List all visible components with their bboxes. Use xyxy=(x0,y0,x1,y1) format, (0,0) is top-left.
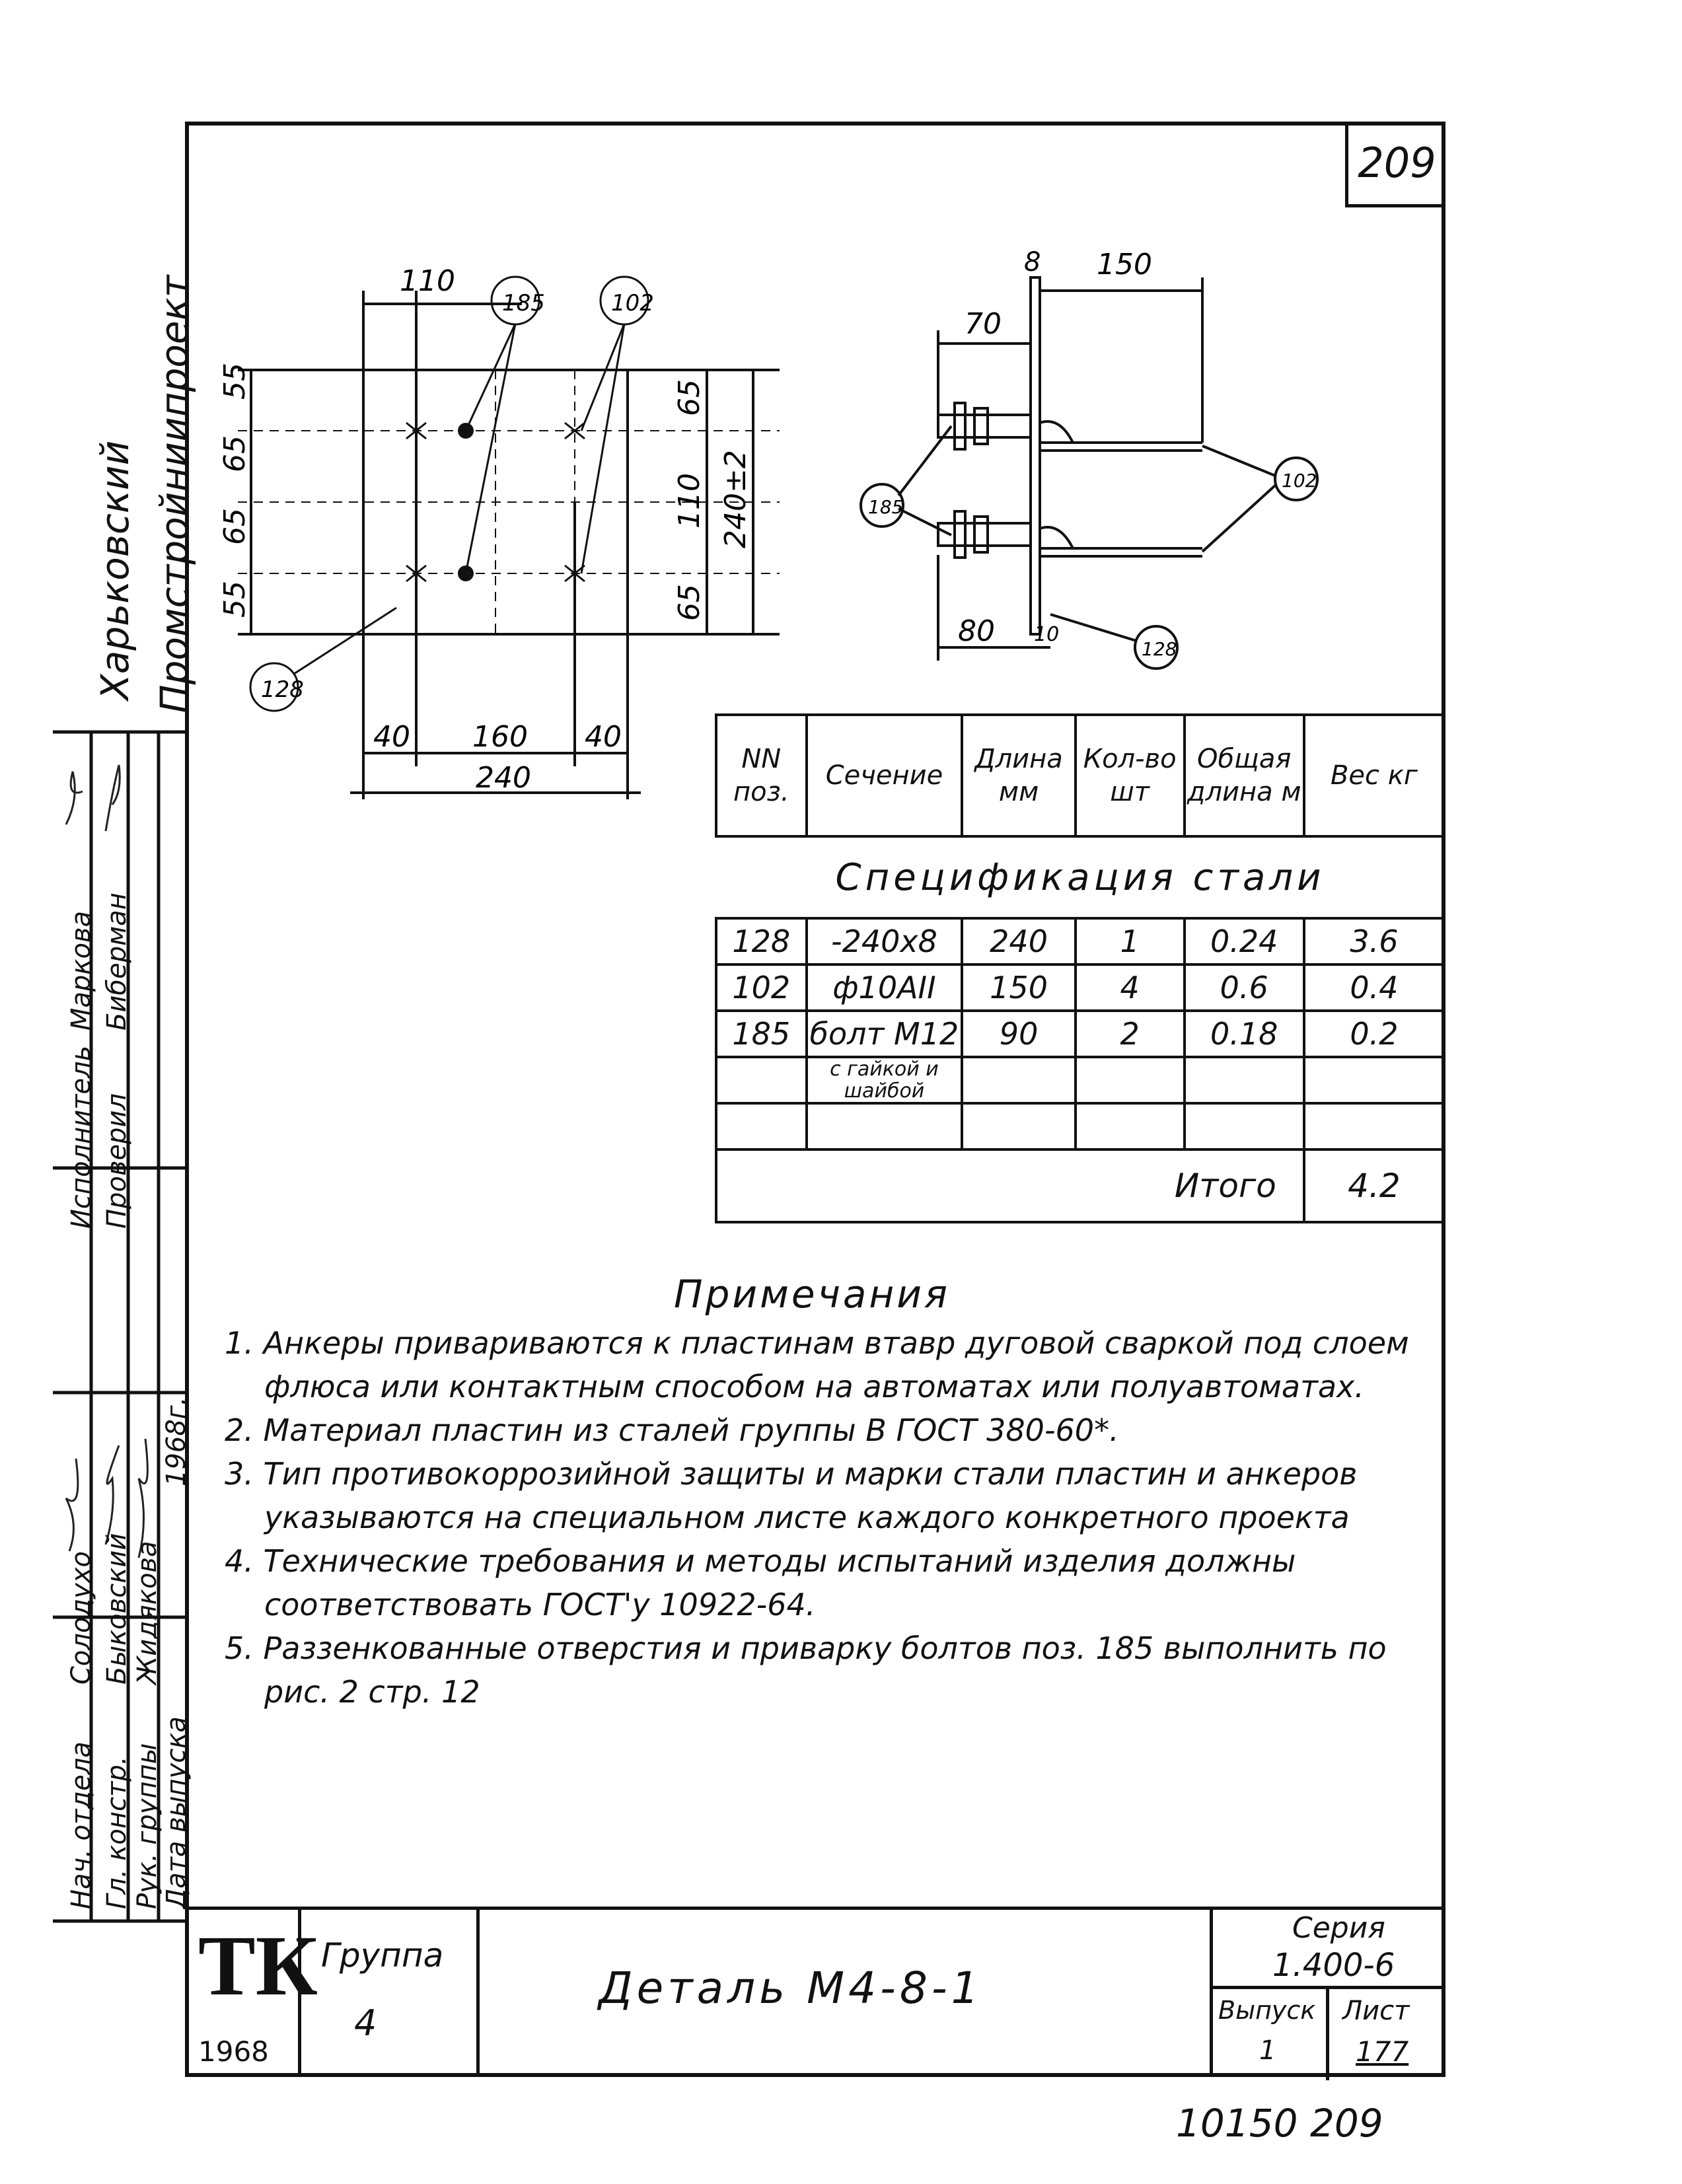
cell-total-length xyxy=(1185,1057,1304,1103)
logo: ТК xyxy=(198,1918,318,2014)
table-row xyxy=(716,918,1444,965)
group-value: 4 xyxy=(354,2002,377,2044)
callout-128: 128 xyxy=(261,676,304,703)
spec-title: Спецификация стали xyxy=(716,836,1444,918)
series-label: Серия xyxy=(1292,1911,1385,1945)
side-callout-185: 185 xyxy=(868,496,904,518)
cell-qty: 1 xyxy=(1076,918,1185,965)
cell-total-length: 0.6 xyxy=(1185,965,1304,1011)
cell-weight xyxy=(1304,1057,1444,1103)
sheet-label: Лист xyxy=(1342,1996,1410,2026)
footer-code: 10150 209 xyxy=(1176,2101,1383,2146)
name-zhidyakova: Жидякова xyxy=(132,1541,163,1685)
note-item: 5. Раззенкованные отверстия и приварку болтов поз. 185 выполнить по рис. 2 стр. 12 xyxy=(225,1630,1387,1710)
dim-right-3: 65 xyxy=(673,584,706,621)
name-markova: Маркова xyxy=(66,910,96,1031)
cell-total-length: 0.18 xyxy=(1185,1011,1304,1057)
cell-weight xyxy=(1304,1103,1444,1149)
table-row xyxy=(716,1011,1444,1057)
cell-weight: 3.6 xyxy=(1304,918,1444,965)
cell-section: -240x8 xyxy=(807,918,963,965)
issue-cell xyxy=(1213,1989,1329,2080)
page-number: 209 xyxy=(1345,122,1445,207)
logo-year: 1968 xyxy=(198,2035,269,2068)
dim-left-1: 55 xyxy=(218,363,252,400)
col-total-length: Общая длина м xyxy=(1185,715,1304,836)
cell-pos xyxy=(716,1057,807,1103)
sheet-cell xyxy=(1329,1989,1445,2080)
cell-total-length xyxy=(1185,1103,1304,1149)
dim-left-3: 65 xyxy=(218,508,252,545)
table-row xyxy=(716,965,1444,1011)
cell-length xyxy=(962,1103,1075,1149)
dim-right-2: 110 xyxy=(673,473,706,528)
sheet-value: 177 xyxy=(1356,2035,1409,2068)
release-date: 1968г. xyxy=(161,1397,192,1486)
note-item: 2. Материал пластин из сталей группы В ГОСТ 380-60*. xyxy=(225,1412,1119,1448)
dim-total-right: 240±2 xyxy=(719,450,752,548)
detail-title: Деталь М4-8-1 xyxy=(599,1963,983,2014)
dim-total-bottom: 240 xyxy=(476,761,531,795)
dim-bottom-2: 160 xyxy=(472,720,528,754)
logo-cell xyxy=(185,1910,318,2077)
title-block xyxy=(185,1907,1445,2077)
cell-pos xyxy=(716,1103,807,1149)
col-weight: Вес кг xyxy=(1304,715,1444,836)
side-callout-128: 128 xyxy=(1142,638,1177,660)
cell-length: 90 xyxy=(962,1011,1075,1057)
role-chief: Гл. констр. xyxy=(102,1756,132,1909)
note-item: 4. Технические требования и методы испытаний изделия должны соответствовать ГОСТ'у 10922-64. xyxy=(225,1543,1296,1622)
cell-length: 150 xyxy=(962,965,1075,1011)
callout-185: 185 xyxy=(502,290,545,316)
table-row xyxy=(716,1057,1444,1103)
issue-label: Выпуск xyxy=(1218,1996,1316,2025)
dim-bolt-70: 70 xyxy=(965,307,1002,341)
name-bykovsky: Быковский xyxy=(102,1533,132,1685)
dim-top-110: 110 xyxy=(400,264,455,298)
cell-qty: 2 xyxy=(1076,1011,1185,1057)
role-head: Нач. отдела xyxy=(66,1741,96,1909)
cell-length: 240 xyxy=(962,918,1075,965)
cell-weight: 0.4 xyxy=(1304,965,1444,1011)
role-release-date: Дата выпуска xyxy=(161,1716,192,1909)
note-item: 1. Анкеры привариваются к пластинам втавр дуговой сваркой под слоем флюса или контактным способом на автоматах или полуавтоматах. xyxy=(225,1325,1409,1404)
cell-length xyxy=(962,1057,1075,1103)
spec-header-row xyxy=(716,715,1444,836)
dim-bottom-80: 80 xyxy=(958,614,995,648)
dim-bottom-3: 40 xyxy=(585,720,622,754)
org-line1: Харьковский xyxy=(92,440,137,700)
issue-value: 1 xyxy=(1259,2035,1276,2066)
spec-table xyxy=(715,713,1445,1223)
col-pos: NN поз. xyxy=(716,715,807,836)
series-cell xyxy=(1213,1910,1445,1989)
notes-title: Примечания xyxy=(674,1272,950,1317)
plate-section xyxy=(1031,277,1040,634)
cell-qty xyxy=(1076,1057,1185,1103)
dim-thickness: 8 xyxy=(1024,247,1041,277)
dim-length-150: 150 xyxy=(1097,248,1152,281)
cell-pos: 128 xyxy=(716,918,807,965)
role-group-lead: Рук. группы xyxy=(132,1743,163,1909)
total-value: 4.2 xyxy=(1304,1149,1444,1222)
notes-list xyxy=(225,1321,1427,1714)
detail-cell xyxy=(480,1910,1213,2077)
dim-bottom-10: 10 xyxy=(1034,623,1060,646)
col-qty: Кол-во шт xyxy=(1076,715,1185,836)
table-row xyxy=(716,1103,1444,1149)
callout-102: 102 xyxy=(611,290,654,316)
cell-qty: 4 xyxy=(1076,965,1185,1011)
side-view-drawing xyxy=(826,244,1368,680)
col-length: Длина мм xyxy=(962,715,1075,836)
name-biberman: Биберман xyxy=(102,892,132,1031)
total-label: Итого xyxy=(716,1149,1304,1222)
cell-total-length: 0.24 xyxy=(1185,918,1304,965)
cell-qty xyxy=(1076,1103,1185,1149)
group-cell xyxy=(301,1910,480,2077)
role-checked: Проверил xyxy=(102,1093,132,1229)
dim-right-1: 65 xyxy=(673,379,706,416)
cell-weight: 0.2 xyxy=(1304,1011,1444,1057)
role-executor: Исполнитель xyxy=(66,1045,96,1229)
cell-section: болт М12 xyxy=(807,1011,963,1057)
dim-left-4: 55 xyxy=(218,581,252,618)
cell-section: ф10АII xyxy=(807,965,963,1011)
cell-section xyxy=(807,1103,963,1149)
col-section: Сечение xyxy=(807,715,963,836)
series-value: 1.400-6 xyxy=(1272,1947,1395,1984)
dim-left-2: 65 xyxy=(218,435,252,472)
group-label: Группа xyxy=(321,1936,444,1975)
note-item: 3. Тип противокоррозийной защиты и марки стали пластин и анкеров указываются на специальном листе каждого конкретного проекта xyxy=(225,1456,1358,1535)
cell-section: с гайкой и шайбой xyxy=(807,1057,963,1103)
cell-pos: 185 xyxy=(716,1011,807,1057)
name-solodukho: Солодухо xyxy=(66,1551,96,1685)
cell-pos: 102 xyxy=(716,965,807,1011)
side-callout-102: 102 xyxy=(1282,470,1317,491)
dim-bottom-1: 40 xyxy=(373,720,410,754)
org-line2: Промстройниипроект xyxy=(152,275,197,713)
total-row xyxy=(716,1149,1444,1222)
